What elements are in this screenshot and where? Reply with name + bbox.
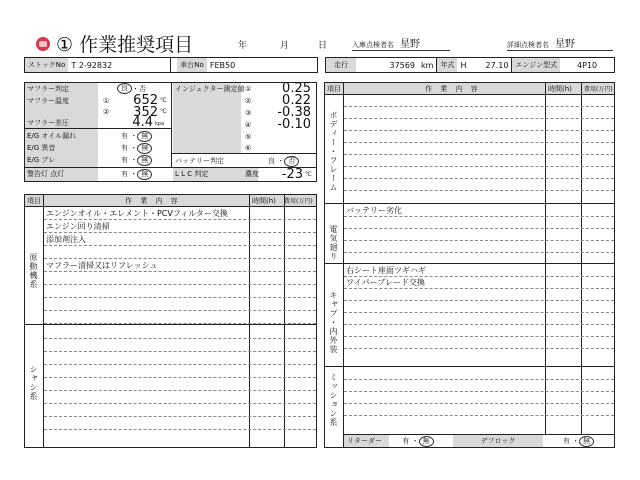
col-item-header: 項目 [327, 85, 341, 93]
table-row[interactable] [344, 167, 614, 179]
powertrain-rows [44, 207, 316, 337]
retarder-label: リターダー [344, 435, 389, 447]
muffler-pressure-label: マフラー差圧 [27, 118, 69, 127]
temp1-index: ① [103, 96, 110, 105]
sep: ・ [132, 84, 139, 93]
injector-index: ③ [245, 108, 252, 117]
title-text: ① 作業推奨項目 [56, 34, 194, 56]
table-row[interactable] [44, 298, 316, 311]
stock-label: ストックNo [25, 58, 68, 72]
retarder-yes-option[interactable]: 有 [402, 437, 410, 445]
sep: ・ [130, 156, 138, 164]
table-row[interactable] [344, 337, 614, 349]
table-row[interactable] [344, 131, 614, 143]
chassis-value: FEB50 [209, 60, 236, 70]
warning-label: 警告灯 点灯 [27, 170, 65, 178]
date-day-label: 日 [318, 41, 328, 51]
vehicle-spec-box [325, 57, 615, 73]
table-row[interactable] [344, 380, 614, 392]
injector-value[interactable]: 0.22 [282, 93, 311, 108]
battery-good-option[interactable]: 良 [268, 157, 275, 165]
muffler-pressure[interactable]: 4.4 [132, 115, 153, 130]
year-label: 年式 [437, 58, 457, 72]
injector-index: ⑤ [245, 132, 252, 141]
table-row[interactable] [44, 391, 316, 404]
section-label-mission: ミッション系 [329, 373, 338, 427]
car-badge-icon [36, 37, 50, 51]
muffler-good-option[interactable]: 良 [117, 83, 132, 94]
difflock-no-option[interactable]: 無 [579, 436, 594, 447]
noise-label: E/G 異音 [27, 144, 56, 152]
table-row[interactable] [344, 143, 614, 155]
table-row[interactable] [344, 107, 614, 119]
detail-inspector-name: 星野 [555, 39, 575, 50]
right-work-table [324, 82, 615, 448]
llc-value[interactable]: -23 [281, 166, 303, 182]
noise-toggle[interactable] [121, 142, 152, 154]
table-row[interactable] [344, 95, 614, 107]
year-value: 27.10 [475, 58, 512, 72]
section-label-body: ボディー・フレーム [329, 111, 338, 192]
table-row[interactable] [44, 352, 316, 365]
inspection-panel [24, 82, 317, 182]
temp-unit: ℃ [160, 97, 167, 104]
electrical-rows [344, 205, 614, 265]
oil-leak-toggle[interactable] [121, 130, 152, 142]
no-option[interactable]: 無 [137, 155, 152, 166]
table-row[interactable]: 右シート座面ツギハギ [344, 265, 614, 277]
table-row[interactable] [44, 378, 316, 391]
no-option[interactable]: 無 [137, 143, 152, 154]
chassis-label: 車台No [177, 58, 207, 72]
table-row[interactable] [344, 119, 614, 131]
warning-toggle[interactable] [121, 168, 152, 180]
col-cost-header: 費用(万円) [584, 86, 613, 93]
difflock-yes-option[interactable]: 有 [562, 437, 570, 445]
mileage-label: 走行 [326, 58, 356, 72]
col-item-header: 項目 [27, 197, 41, 205]
injector-value[interactable]: -0.10 [277, 117, 311, 132]
table-row[interactable]: ワイパーブレード交換 [344, 277, 614, 289]
battery-label: バッテリー判定 [175, 157, 224, 165]
yes-option[interactable]: 有 [121, 144, 128, 152]
table-row[interactable] [344, 155, 614, 167]
mileage-unit: km [418, 58, 437, 72]
col-time-header: 時間(h) [548, 85, 572, 93]
mission-footer [344, 434, 614, 447]
injector-index: ④ [245, 120, 252, 129]
table-row[interactable] [344, 229, 614, 241]
table-row[interactable] [44, 311, 316, 324]
vibration-toggle[interactable] [121, 154, 152, 166]
muffler-bad-option[interactable]: 否 [139, 84, 146, 93]
detail-inspector-label: 詳細点検者名 [507, 41, 549, 49]
table-row[interactable] [344, 313, 614, 325]
yes-option[interactable]: 有 [121, 170, 128, 178]
muffler-judgement-label: マフラー判定 [27, 84, 69, 93]
chassis-rows [44, 326, 316, 446]
injector-value[interactable]: -0.38 [277, 105, 311, 120]
injector-value[interactable]: 0.25 [282, 81, 311, 96]
table-row[interactable] [344, 392, 614, 404]
section-label-powertrain: 原動機系 [29, 253, 38, 289]
yes-option[interactable]: 有 [121, 132, 128, 140]
table-row[interactable] [344, 368, 614, 380]
temp2-index: ② [103, 107, 110, 116]
temp-unit: ℃ [160, 108, 167, 115]
llc-conc-label: 濃度 [245, 170, 259, 178]
table-row[interactable] [344, 241, 614, 253]
retarder-toggle[interactable]: 有 ・ 無 [389, 435, 447, 447]
body-rows [344, 95, 614, 207]
injector-index: ① [245, 84, 252, 93]
muffler-temp1[interactable]: 652 [133, 92, 158, 108]
engine-value: 4P10 [577, 60, 598, 70]
pressure-unit: kpa [155, 120, 165, 127]
llc-label: L L C 判定 [175, 170, 209, 178]
table-row[interactable] [344, 179, 614, 191]
table-row[interactable] [44, 417, 316, 430]
section-label-electrical: 電気廻り [329, 225, 338, 261]
injector-label: インジェクター測定値 [175, 84, 245, 93]
table-row[interactable] [344, 404, 614, 416]
table-row[interactable] [44, 339, 316, 352]
entry-inspector-name: 星野 [400, 39, 420, 50]
section-label-cab: キャブ・内外装 [329, 291, 338, 354]
left-work-table [24, 194, 317, 448]
difflock-toggle[interactable]: 有 ・ 無 [543, 435, 614, 447]
difflock-label: デフロック [453, 435, 543, 447]
col-content-header: 作 業 内 容 [425, 85, 481, 93]
table-row[interactable] [44, 246, 316, 259]
injector-index: ⑥ [245, 143, 252, 152]
engine-label: エンジン型式 [512, 58, 560, 72]
vibration-label: E/G ブレ [27, 156, 56, 164]
table-row[interactable] [44, 285, 316, 298]
table-row[interactable] [344, 217, 614, 229]
date-month-label: 月 [280, 41, 290, 51]
sep: ・ [130, 144, 138, 152]
vehicle-id-box [24, 57, 318, 73]
cab-rows [344, 265, 614, 361]
sep: ・ [130, 132, 138, 140]
no-option[interactable]: 無 [137, 131, 152, 142]
yes-option[interactable]: 有 [121, 156, 128, 164]
date-year-label: 年 [238, 41, 248, 51]
retarder-no-option[interactable]: 無 [419, 436, 434, 447]
llc-unit: ℃ [305, 171, 312, 178]
table-row[interactable] [44, 326, 316, 339]
stock-value: T 2-92832 [68, 58, 171, 72]
oil-leak-label: E/G オイル漏れ [27, 132, 77, 140]
sep: ・ [130, 170, 138, 178]
entry-inspector [352, 38, 450, 51]
page-title [36, 30, 193, 57]
mileage-value: 37569 [389, 60, 415, 70]
table-row[interactable] [344, 325, 614, 337]
battery-bad-option[interactable]: 否 [284, 156, 299, 167]
col-content-header: 作 業 内 容 [125, 197, 181, 205]
table-row[interactable]: エンジン回り清掃 [44, 220, 316, 233]
table-row[interactable]: マフラー清掃又はリフレッシュ [44, 259, 316, 272]
muffler-temp2[interactable]: 352 [133, 104, 158, 120]
no-option[interactable]: 無 [137, 169, 152, 180]
table-row[interactable] [44, 365, 316, 378]
table-row[interactable]: バッテリー劣化 [344, 205, 614, 217]
table-row[interactable] [44, 272, 316, 285]
table-row[interactable]: エンジンオイル・エレメント・PCVフィルター交換 [44, 207, 316, 220]
table-row[interactable] [344, 289, 614, 301]
table-row[interactable] [44, 404, 316, 417]
section-label-chassis: シャシ系 [29, 365, 38, 401]
col-time-header: 時間(h) [252, 197, 276, 205]
col-cost-header: 費用(万円) [284, 198, 313, 205]
muffler-temp-label: マフラー温度 [27, 96, 69, 105]
injector-index: ② [245, 96, 252, 105]
entry-inspector-label: 入庫点検者名 [352, 41, 394, 49]
detail-inspector [507, 38, 613, 51]
table-row[interactable]: 添加剤注入 [44, 233, 316, 246]
year-era: H [460, 60, 467, 70]
battery-judgement[interactable]: 良 ・ 否 [268, 155, 299, 167]
table-row[interactable] [344, 301, 614, 313]
mission-rows [344, 368, 614, 423]
